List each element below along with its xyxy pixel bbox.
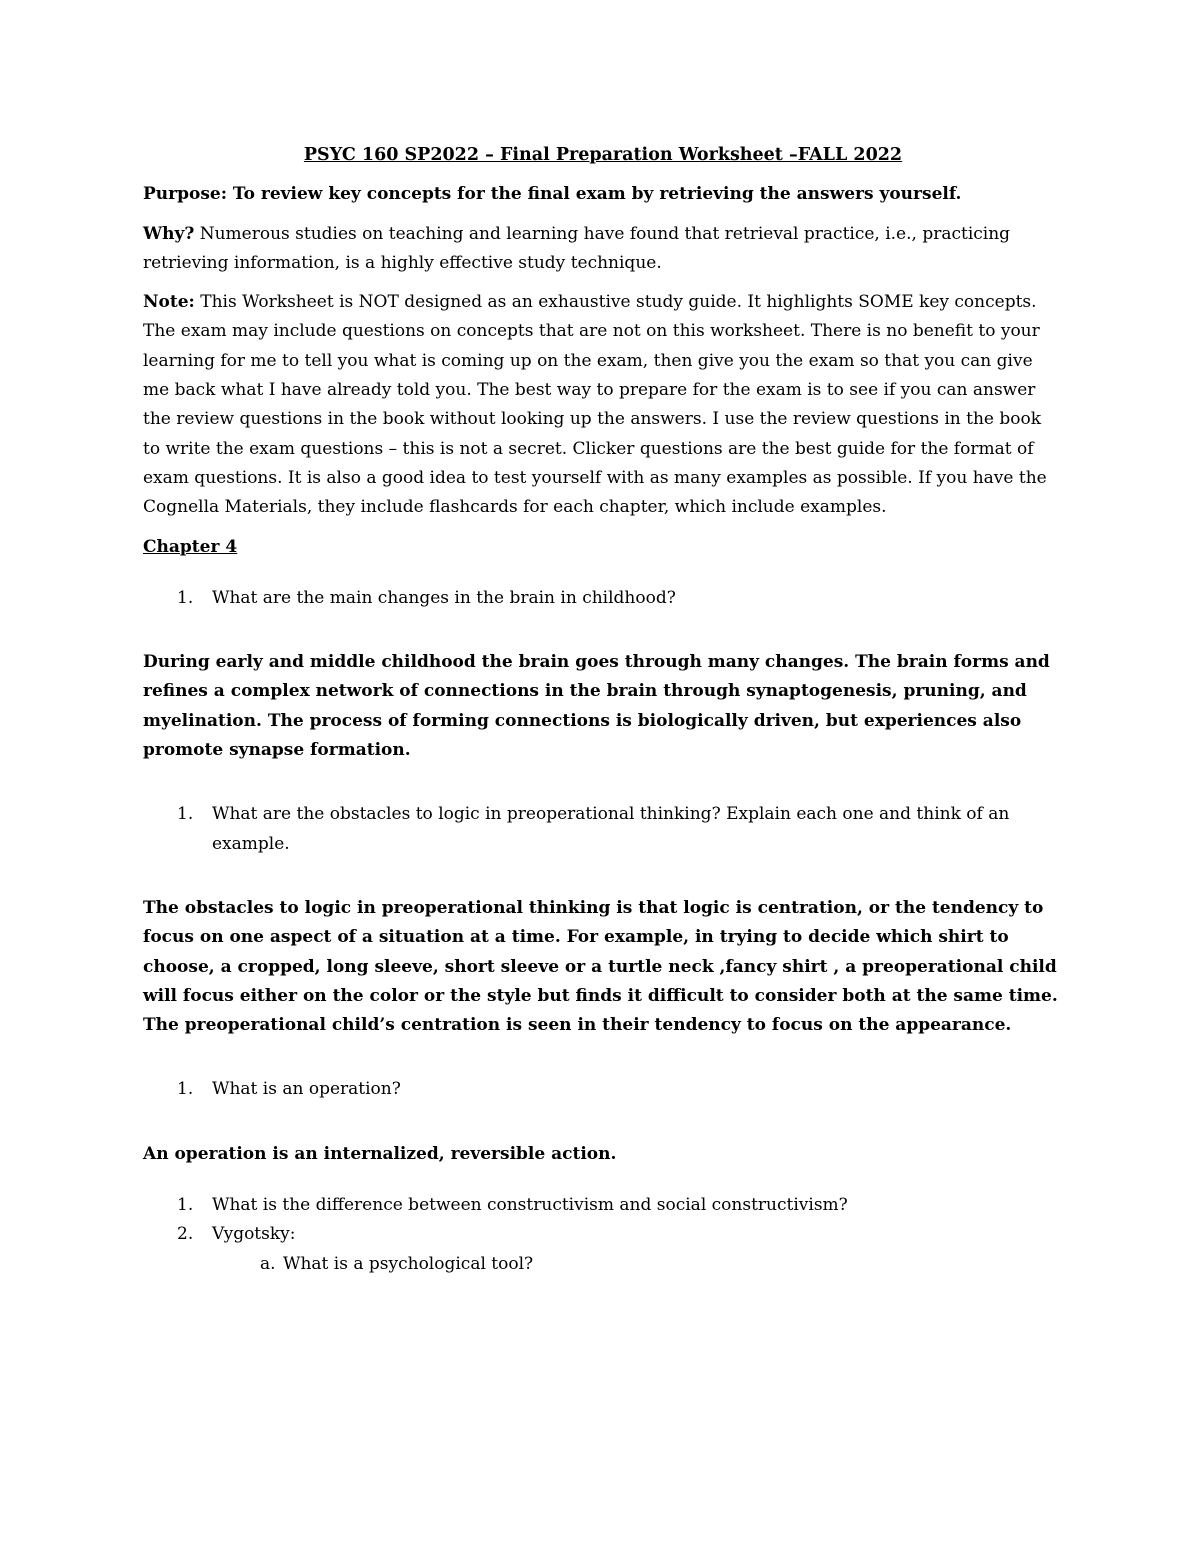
sub-question-list: [143, 1250, 1063, 1279]
note-paragraph: [143, 288, 1063, 522]
page-title: PSYC 160 SP2022 – Final Preparation Worksheet –FALL 2022: [303, 145, 903, 165]
question-number: 2.: [177, 1224, 194, 1245]
question-list: [143, 800, 1063, 859]
question-text: Vygotsky:: [212, 1224, 296, 1245]
question-number: 1.: [177, 1195, 194, 1216]
question-number: 1.: [177, 804, 194, 825]
question-item: [143, 1075, 1063, 1104]
question-item: [143, 1191, 1063, 1220]
question-list: [143, 584, 1063, 613]
chapter-heading: Chapter 4: [143, 536, 238, 557]
answer-paragraph: During early and middle childhood the brain goes through many changes. The brain forms and refines a complex network of connections in the brain through synaptogenesis, pruning, and myelination. The process of forming connections is biologically driven, but experiences also promote synapse formation.: [143, 652, 1050, 761]
question-text: What are the main changes in the brain in childhood?: [212, 587, 676, 608]
question-number: 1.: [177, 1079, 194, 1100]
question-text: What is an operation?: [212, 1079, 401, 1100]
sub-question-text: What is a psychological tool?: [283, 1253, 534, 1274]
note-label: Note:: [143, 292, 195, 313]
answer-paragraph: An operation is an internalized, reversible action.: [143, 1143, 617, 1164]
sub-question-letter: a.: [260, 1253, 276, 1274]
why-label: Why?: [143, 223, 195, 244]
purpose-paragraph: Purpose: To review key concepts for the final exam by retrieving the answers yourself.: [143, 184, 962, 205]
question-item: [143, 800, 1063, 859]
question-item: [143, 584, 1063, 613]
document-body: [143, 141, 1063, 1279]
note-text: This Worksheet is NOT designed as an exhaustive study guide. It highlights SOME key concepts. The exam may include questions on concepts that are not on this worksheet. There is no benefit to your learning for me to tell you what is coming up on the exam, then give you the exam so that you can give me back what I have already told you. The best way to prepare for the exam is to see if you can answer the review questions in the book without looking up the answers. I use the review questions in the book to write the exam questions – this is not a secret. Clicker questions are the best guide for the format of exam questions. It is also a good idea to test yourself with as many examples as possible. If you have the Cognella Materials, they include flashcards for each chapter, which include examples.: [143, 292, 1047, 518]
question-text: What are the obstacles to logic in preoperational thinking? Explain each one and think of an example.: [212, 804, 1010, 854]
why-text: Numerous studies on teaching and learning have found that retrieval practice, i.e., practicing retrieving information, is a highly effective study technique.: [143, 223, 1011, 273]
question-item: [143, 1220, 1063, 1249]
answer-paragraph: The obstacles to logic in preoperational thinking is that logic is centration, or the tendency to focus on one aspect of a situation at a time. For example, in trying to decide which shirt to choose, a cropped, long sleeve, short sleeve or a turtle neck ,fancy shirt , a preoperational child will focus either on the color or the style but finds it difficult to consider both at the same time. The preoperational child’s centration is seen in their tendency to focus on the appearance.: [143, 897, 1058, 1036]
sub-question-item: [143, 1250, 1063, 1279]
question-text: What is the difference between constructivism and social constructivism?: [212, 1195, 848, 1216]
question-list: [143, 1191, 1063, 1250]
question-number: 1.: [177, 587, 194, 608]
question-list: [143, 1075, 1063, 1104]
why-paragraph: [143, 220, 1063, 279]
